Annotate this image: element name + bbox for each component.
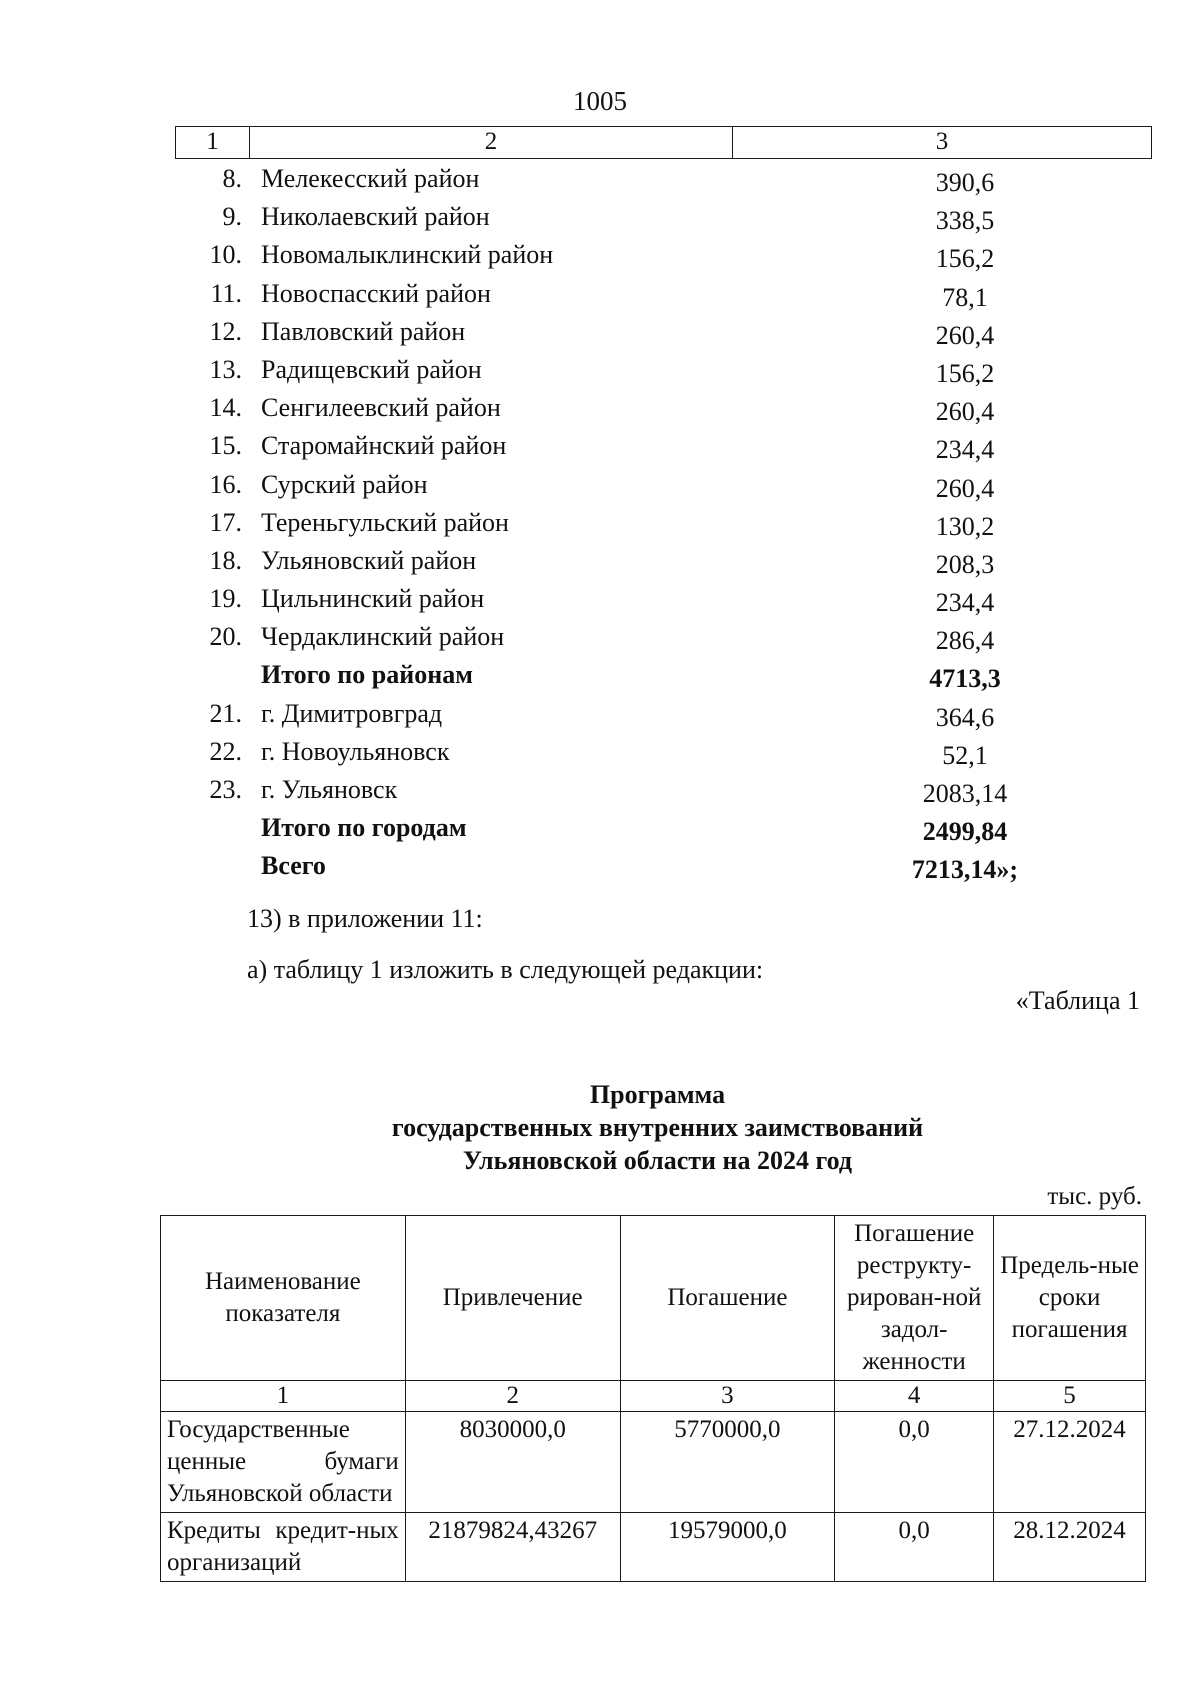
row-value: 260,4 — [935, 397, 995, 427]
row-number: 17. — [209, 507, 242, 537]
table1-body — [175, 164, 1152, 890]
table2-cell-deadline: 27.12.2024 — [994, 1412, 1146, 1513]
row-name: Сурский район — [261, 469, 428, 499]
table2-col-number: 3 — [620, 1381, 835, 1412]
row-value: 2499,84 — [922, 817, 1008, 847]
table-row — [175, 546, 1152, 584]
heading-line-2: государственных внутренних заимствований — [391, 1113, 924, 1142]
table2-col-number: 1 — [161, 1381, 406, 1412]
row-number: 19. — [209, 584, 242, 614]
row-value: 130,2 — [935, 511, 995, 541]
row-value: 156,2 — [935, 358, 995, 388]
table2-cell-name: Государственные ценные бумаги Ульяновской области — [161, 1412, 406, 1513]
row-name: Новомалыклинский район — [261, 240, 554, 270]
table1-header-row — [175, 126, 1152, 159]
row-number: 12. — [209, 316, 242, 346]
table2-col-number: 2 — [405, 1381, 620, 1412]
row-name: Чердаклинский район — [261, 622, 505, 652]
table-row — [175, 775, 1152, 813]
row-value: 286,4 — [935, 626, 995, 656]
heading-line-3: Ульяновской области на 2024 год — [462, 1146, 853, 1175]
table2-header-restructured-repayment: Погашение реструкту-рирован-ной задол-женности — [835, 1216, 994, 1381]
row-value: 208,3 — [935, 549, 995, 579]
table-row — [175, 393, 1152, 431]
row-name: Старомайнский район — [261, 431, 507, 461]
program-heading — [0, 1078, 1200, 1177]
table-row — [175, 584, 1152, 622]
paragraph-a: а) таблицу 1 изложить в следующей редакции: — [247, 955, 764, 984]
row-number: 9. — [222, 202, 242, 232]
table-row — [175, 737, 1152, 775]
row-number: 8. — [222, 164, 242, 193]
row-value: 4713,3 — [929, 664, 1001, 694]
table-row — [175, 317, 1152, 355]
row-name: Тереньгульский район — [261, 507, 509, 537]
table2-header-deadlines: Предель-ные сроки погашения — [994, 1216, 1146, 1381]
table2-cell-attraction: 21879824,43267 — [405, 1513, 620, 1582]
table2-header-repayment: Погашение — [620, 1216, 835, 1381]
table-row — [175, 622, 1152, 660]
table2-header-attraction: Привлечение — [405, 1216, 620, 1381]
row-number: 15. — [209, 431, 242, 461]
row-name: Мелекесский район — [261, 164, 480, 193]
table2-cell-restructured: 0,0 — [835, 1513, 994, 1582]
row-number: 23. — [209, 775, 242, 804]
units-label: тыс. руб. — [1047, 1183, 1142, 1210]
table2-cell-restructured: 0,0 — [835, 1412, 994, 1513]
table-row — [175, 851, 1152, 889]
page-number: 1005 — [573, 86, 627, 116]
row-number: 22. — [209, 736, 242, 766]
row-value: 234,4 — [935, 435, 995, 465]
table-row — [175, 470, 1152, 508]
row-value: 78,1 — [942, 282, 988, 312]
table2-header-name: Наименование показателя — [161, 1216, 406, 1381]
row-name: Всего — [261, 851, 326, 881]
row-number: 16. — [209, 469, 242, 499]
row-value: 260,4 — [935, 473, 995, 503]
table2-header-row — [161, 1216, 1146, 1381]
table-row — [175, 279, 1152, 317]
table-row — [175, 508, 1152, 546]
table-caption: «Таблица 1 — [1015, 986, 1140, 1015]
table-row — [175, 164, 1152, 202]
table2-cell-attraction: 8030000,0 — [405, 1412, 620, 1513]
row-number: 21. — [209, 698, 242, 728]
table-row — [175, 355, 1152, 393]
row-number: 14. — [209, 393, 242, 423]
table2-column-numbers-row — [161, 1381, 1146, 1412]
table2-cell-repayment: 5770000,0 — [620, 1412, 835, 1513]
row-name: Итого по городам — [261, 813, 467, 843]
table1-header-col-2: 2 — [250, 127, 733, 158]
row-number: 10. — [209, 240, 242, 270]
table-row — [175, 813, 1152, 851]
row-number: 13. — [209, 354, 242, 384]
paragraph-13: 13) в приложении 11: — [247, 904, 483, 933]
table-row — [175, 240, 1152, 278]
row-value: 338,5 — [935, 206, 995, 236]
row-value: 7213,14»; — [911, 855, 1019, 885]
row-name: Николаевский район — [261, 202, 490, 232]
table2-col-number: 4 — [835, 1381, 994, 1412]
table-row — [175, 699, 1152, 737]
row-name: г. Новоульяновск — [261, 736, 450, 766]
row-number: 11. — [210, 278, 242, 308]
row-name: Павловский район — [261, 316, 466, 346]
table-row — [175, 431, 1152, 469]
table-row — [175, 660, 1152, 698]
row-number: 18. — [209, 545, 242, 575]
table2-cell-name: Кредиты кредит-ных организаций — [161, 1513, 406, 1582]
table-row — [175, 202, 1152, 240]
row-name: Ульяновский район — [261, 545, 477, 575]
row-value: 364,6 — [935, 702, 995, 732]
row-name: г. Ульяновск — [261, 775, 398, 804]
heading-line-1: Программа — [589, 1080, 726, 1109]
table-row — [161, 1412, 1146, 1513]
row-name: Итого по районам — [261, 660, 473, 690]
table-row — [161, 1513, 1146, 1582]
row-name: Цильнинский район — [261, 584, 485, 614]
row-value: 156,2 — [935, 244, 995, 274]
table1-header-col-1: 1 — [176, 127, 250, 158]
row-name: г. Димитровград — [261, 698, 443, 728]
row-value: 52,1 — [942, 740, 988, 770]
row-value: 2083,14 — [922, 779, 1008, 808]
row-value: 390,6 — [935, 168, 995, 197]
table2-cell-deadline: 28.12.2024 — [994, 1513, 1146, 1582]
table2-col-number: 5 — [994, 1381, 1146, 1412]
row-value: 260,4 — [935, 320, 995, 350]
row-value: 234,4 — [935, 588, 995, 618]
table1-header-col-3: 3 — [935, 128, 949, 155]
row-name: Новоспасский район — [261, 278, 491, 308]
row-name: Сенгилеевский район — [261, 393, 501, 423]
row-number: 20. — [209, 622, 242, 652]
table2-cell-repayment: 19579000,0 — [620, 1513, 835, 1582]
borrowing-program-table — [160, 1215, 1146, 1582]
row-name: Радищевский район — [261, 354, 482, 384]
